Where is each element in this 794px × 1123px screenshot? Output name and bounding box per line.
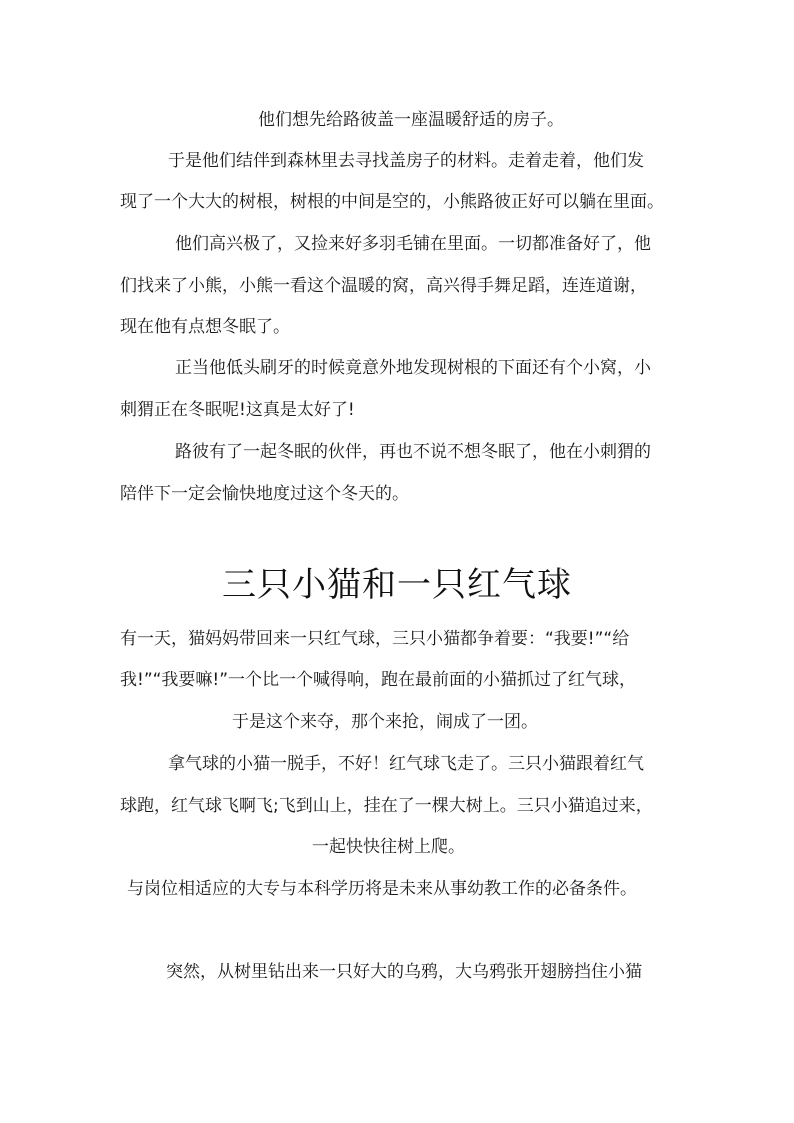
story-line: 他们想先给路彼盖一座温暖舒适的房子。: [258, 110, 564, 130]
story-line: 于是他们结伴到森林里去寻找盖房子的材料。走着走着，他们发: [168, 151, 644, 171]
story-line: 现了一个大大的树根，树根的中间是空的，小熊路彼正好可以躺在里面。: [120, 192, 664, 212]
story-line: 有一天，猫妈妈带回来一只红气球，三只小猫都争着要：“我要!”“给: [120, 629, 630, 649]
story-line: 我!”“我要嘛!”一个比一个喊得响，跑在最前面的小猫抓过了红气球，: [120, 670, 637, 690]
story-line: 一起快快往树上爬。: [312, 837, 465, 857]
story-line: 球跑，红气球飞啊飞;飞到山上，挂在了一棵大树上。三只小猫追过来，: [120, 796, 653, 816]
story-line: 正当他低头刷牙的时候竟意外地发现树根的下面还有个小窝，小: [175, 358, 651, 378]
story-line: 拿气球的小猫一脱手，不好！红气球飞走了。三只小猫跟着红气: [168, 754, 644, 774]
story-line: 陪伴下一定会愉快地度过这个冬天的。: [120, 484, 409, 504]
story-line: 现在他有点想冬眠了。: [120, 317, 290, 337]
story-line: 刺猬正在冬眠呢!这真是太好了!: [120, 400, 355, 420]
notice-line: 与岗位相适应的大专与本科学历将是未来从事幼教工作的必备条件。: [127, 879, 637, 899]
story-line: 突然，从树里钻出来一只好大的乌鸦，大乌鸦张开翅膀挡住小猫: [166, 962, 642, 982]
story-line: 他们高兴极了，又捡来好多羽毛铺在里面。一切都准备好了，他: [175, 234, 651, 254]
story-line: 路彼有了一起冬眠的伙伴，再也不说不想冬眠了，他在小刺猬的: [175, 442, 651, 462]
story-line: 于是这个来夺，那个来抢，闹成了一团。: [232, 712, 538, 732]
story-title: 三只小猫和一只红气球: [222, 565, 572, 605]
story-line: 们找来了小熊，小熊一看这个温暖的窝，高兴得手舞足蹈，连连道谢，: [120, 276, 647, 296]
